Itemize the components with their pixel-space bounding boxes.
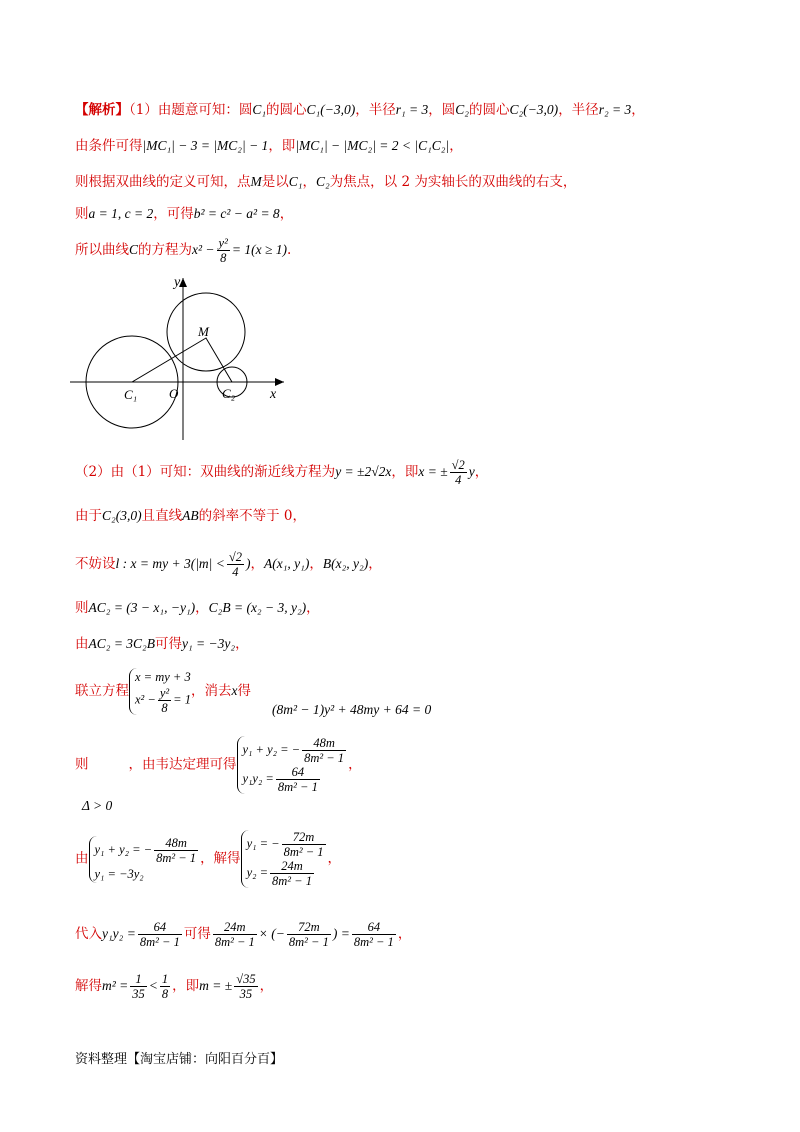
part2-line-4: 则AC₂ = (3 − x₁, −y₁)，C₂B = (x₂ − 3, y₂)， bbox=[75, 600, 320, 616]
segments-mc1-mc2 bbox=[132, 338, 232, 382]
analysis-line-2: 由条件可得|MC₁| − 3 = |MC₂| − 1，即|MC₁| − |MC₂| = 2 < |C₁C₂|， bbox=[75, 138, 463, 154]
part2-line-2: 由于C₂(3,0)且直线AB的斜率不等于 0， bbox=[75, 508, 306, 524]
analysis-line-5: 所以曲线C的方程为x² − $\frac{\text{y²}}{8}$ = 1(x ≥ 1). bbox=[75, 236, 292, 265]
fraction: $\frac{72m}{\text{8m² − 1}}$ bbox=[288, 920, 329, 949]
given-system: y₁ + y₂ = − $\frac{48m}{\text{8m² − 1}}$ y₁ = −3y₂ bbox=[89, 836, 201, 883]
point-m-label: M bbox=[198, 324, 209, 339]
part2-line-8: 由 y₁ + y₂ = − $\frac{48m}{\text{8m² − 1}}$ y₁ = −3y₂ ，解得 y₁ = − $\frac{72m}{\text{8m² − 1}}$ y₂ = $\frac{24m}{\text{8m² − 1}}$ ， bbox=[75, 830, 342, 888]
fraction: $\frac{1}{35}$ bbox=[132, 972, 145, 1001]
fraction: $\frac{√35}{35}$ bbox=[236, 972, 256, 1001]
solution-system: y₁ = − $\frac{72m}{\text{8m² − 1}}$ y₂ = $\frac{24m}{\text{8m² − 1}}$ bbox=[241, 830, 328, 888]
fraction: $\frac{24m}{\text{8m² − 1}}$ bbox=[272, 859, 312, 888]
y-axis-label: y bbox=[174, 275, 181, 290]
fraction: $\frac{√2}{4}$ bbox=[451, 458, 465, 487]
fraction: $\frac{64}{\text{8m² − 1}}$ bbox=[277, 765, 318, 794]
vieta-system: y₁ + y₂ = − $\frac{48m}{\text{8m² − 1}}$ y₁y₂ = $\frac{64}{\text{8m² − 1}}$ bbox=[237, 736, 349, 794]
footer-source: 资料整理【淘宝店铺：向阳百分百】 bbox=[75, 1052, 284, 1067]
point-c1-label: C₁ bbox=[124, 387, 138, 402]
fraction: $\frac{64}{\text{8m² − 1}}$ bbox=[139, 920, 180, 949]
equation-system: x = my + 3 x² − $\frac{\text{y²}}{8}$ = 1 bbox=[129, 668, 191, 715]
eliminated-equation: (8m² − 1)y² + 48my + 64 = 0 bbox=[272, 702, 432, 717]
fraction: $\frac{48m}{\text{8m² − 1}}$ bbox=[304, 736, 345, 765]
analysis-tag: 【解析】 bbox=[75, 102, 129, 118]
fraction: $\frac{√2}{4}$ bbox=[228, 550, 242, 579]
part2-line-3: 不妨设l : x = my + 3(|m| < $\frac{√2}{4}$ )，A(x₁, y₁)，B(x₂, y₂)， bbox=[75, 550, 382, 579]
fraction: $\frac{\text{y²}}{8}$ bbox=[159, 686, 170, 715]
x-axis-label: x bbox=[270, 387, 277, 402]
fraction: $\frac{48m}{\text{8m² − 1}}$ bbox=[156, 835, 197, 865]
fraction: $\frac{24m}{\text{8m² − 1}}$ bbox=[214, 920, 255, 949]
analysis-line-1: 【解析】（1）由题意可知：圆C₁的圆心C₁(−3,0)，半径r₁ = 3，圆C₂的圆心C₂(−3,0)，半径r₂ = 3， bbox=[75, 102, 645, 118]
part2-line-10: 解得m² = $\frac{1}{35}$ < $\frac{1}{8}$ ，即m = ± $\frac{√35}{35}$ ， bbox=[75, 972, 274, 1001]
part2-line-5: 由AC₂ = 3C₂B可得y₁ = −3y₂， bbox=[75, 636, 249, 652]
part2-line-7: 则 ，由韦达定理可得 y₁ + y₂ = − $\frac{48m}{\text{8m² − 1}}$ y₁y₂ = $\frac{64}{\text{8m² − 1}}$ ， bbox=[75, 736, 362, 794]
analysis-line-4: 则a = 1, c = 2，可得b² = c² − a² = 8， bbox=[75, 206, 294, 222]
fraction: $\frac{64}{\text{8m² − 1}}$ bbox=[353, 920, 394, 949]
fraction: $\frac{1}{8}$ bbox=[161, 972, 169, 1001]
part2-line-1: （2）由（1）可知：双曲线的渐近线方程为y = ±2√2x，即x = ± $\frac{√2}{4}$ y， bbox=[75, 458, 489, 487]
fraction: $\frac{72m}{\text{8m² − 1}}$ bbox=[283, 830, 324, 859]
circles-figure bbox=[70, 272, 300, 444]
discriminant-condition: Δ > 0 bbox=[82, 798, 113, 813]
analysis-line-3: 则根据双曲线的定义可知，点M是以C₁，C₂为焦点，以 2 为实轴长的双曲线的右支， bbox=[75, 174, 577, 190]
origin-label: O bbox=[169, 386, 179, 401]
point-c2-label: C₂ bbox=[222, 386, 236, 401]
x-axis-arrow bbox=[275, 378, 284, 386]
coordinate-axes bbox=[70, 278, 284, 440]
fraction: $\frac{\text{y²}}{8}$ bbox=[218, 236, 228, 265]
part2-line-6: 联立方程 x = my + 3 x² − $\frac{\text{y²}}{8}$ = 1 ，消去x得 bbox=[75, 670, 251, 715]
part2-line-9: 代入y₁y₂ = $\frac{64}{\text{8m² − 1}}$ 可得 $\frac{24m}{\text{8m² − 1}}$ × (− $\frac{72m}{\text{8m² − 1}}$ ) = $\frac{64}{\text{8m² − 1}}$ ， bbox=[75, 920, 412, 949]
